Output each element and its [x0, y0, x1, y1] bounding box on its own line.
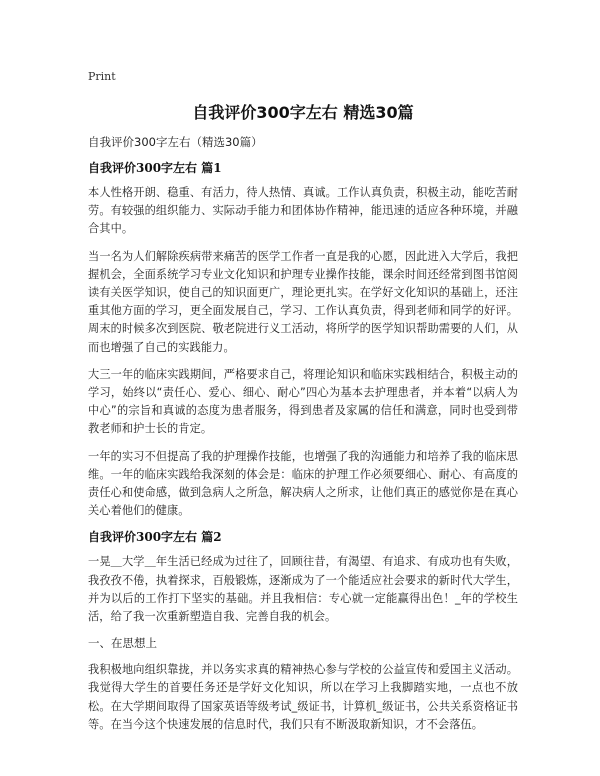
section-heading-1: 自我评价300字左右 篇1	[88, 161, 222, 175]
section-1-paragraph-4: 一年的实习不但提高了我的护理操作技能，也增强了我的沟通能力和培养了我的临床思维。一年的临床实践给我深刻的体会是：临床的护理工作必须要细心、耐心、有高度的责任心和使命感，做到急病人之所急，解决病人之所求，让他们真正的感觉你是在真心关心着他们的健康。	[88, 449, 518, 518]
section-1-paragraph-3: 大三一年的临床实践期间，严格要求自己，将理论知识和临床实践相结合，积极主动的学习，始终以“责任心、爱心、细心、耐心”四心为基本去护理患者，并本着“以病人为中心”的宗旨和真诚的态度为患者服务，得到患者及家属的信任和满意，同时也受到带教老师和护士长的肯定。	[88, 367, 518, 436]
section-1-paragraph-1: 本人性格开朗、稳重、有活力，待人热情、真诚。工作认真负责，积极主动，能吃苦耐劳。有较强的组织能力、实际动手能力和团体协作精神，能迅速的适应各种环境，并融合其中。	[88, 186, 518, 236]
section-2-subheading: 一、在思想上	[88, 636, 157, 651]
section-2-paragraph-2: 我积极地向组织靠拢，并以务实求真的精神热心参与学校的公益宣传和爱国主义活动。我觉得大学生的首要任务还是学好文化知识，所以在学习上我脚踏实地，一点也不放松。在大学期间取得了国家英语等级考试_级证书，计算机_级证书，公共关系资格证书等。在当今这个快速发展的信息时代，我们只有不断汲取新知识，才不会落伍。	[88, 663, 518, 731]
print-label[interactable]: Print	[88, 70, 116, 83]
section-heading-2: 自我评价300字左右 篇2	[88, 530, 222, 545]
document-title: 自我评价300字左右 精选30篇	[192, 103, 414, 122]
document-page	[88, 70, 518, 743]
section-2-paragraph-1: 一晃＿大学＿年生活已经成为过往了，回顾往昔，有渴望、有追求、有成功也有失败，我孜孜不倦，执着探求，百般锻炼，逐渐成为了一个能适应社会要求的新时代大学生，并为以后的工作打下坚实的基础。并且我相信：专心就一定能赢得出色！_年的学校生活，给了我一次重新塑造自我、完善自我的机会。	[88, 555, 518, 624]
document-subtitle: 自我评价300字左右（精选30篇）	[88, 135, 263, 149]
section-1-paragraph-2: 当一名为人们解除疾病带来痛苦的医学工作者一直是我的心愿，因此进入大学后，我把握机会，全面系统学习专业文化知识和护理专业操作技能，课余时间还经常到图书馆阅读有关医学知识，使自己的知识面更广，理论更扎实。在学好文化知识的基础上，还注重其他方面的学习，更全面发展自己，学习、工作认真负责，得到老师和同学的好评。周末的时候多次到医院、敬老院进行义工活动，将所学的医学知识帮助需要的人们，从而也增强了自己的实践能力。	[88, 249, 518, 354]
